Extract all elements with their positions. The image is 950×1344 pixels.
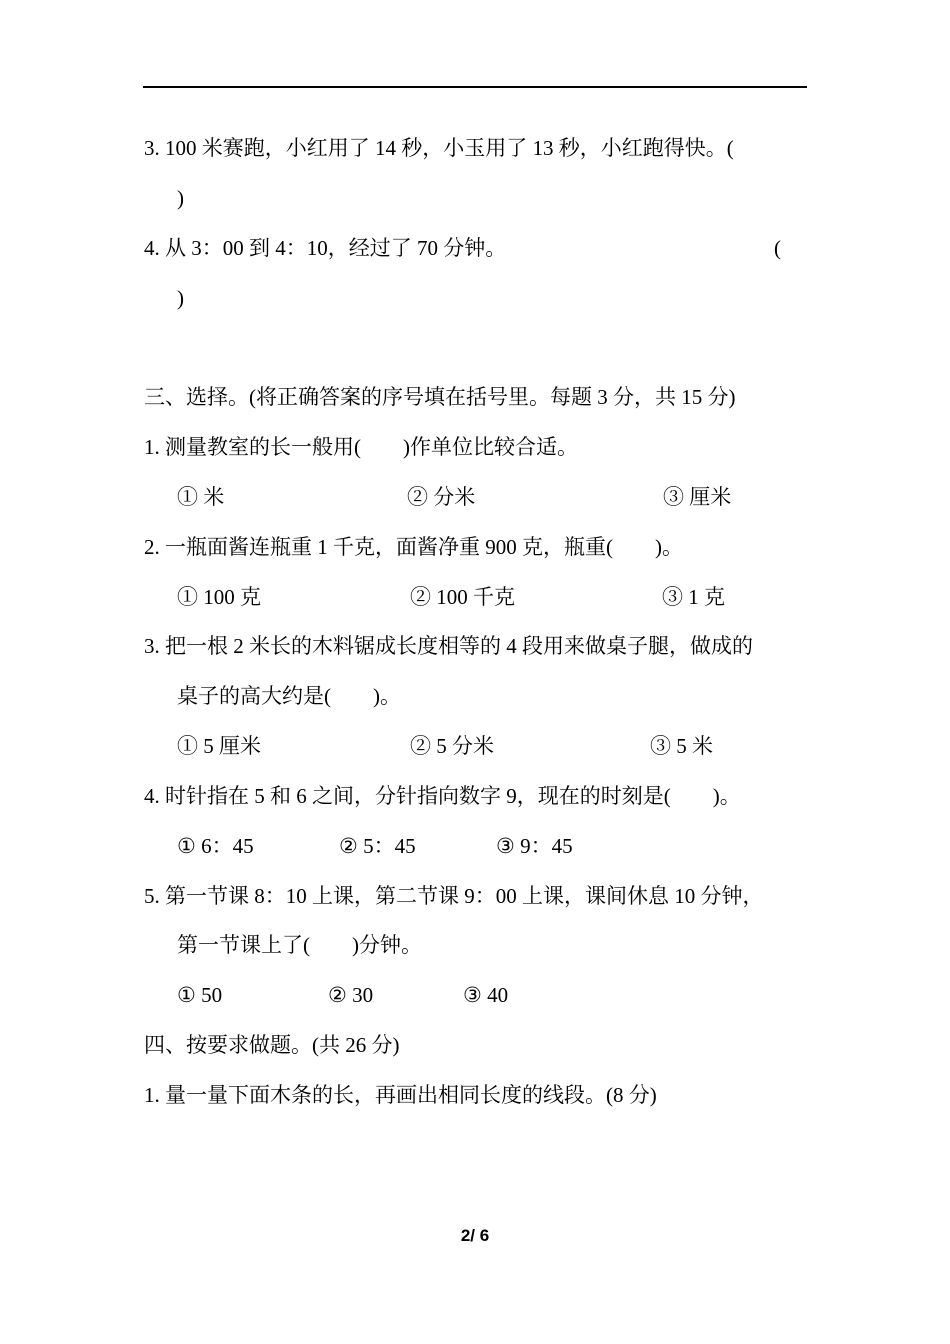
choice-q1-opt3: ③ 厘米 [663,485,732,509]
choice-q2-opt3: ③ 1 克 [662,585,725,609]
choice-q3-opt3: ③ 5 米 [650,734,713,758]
section3-title: 三、选择。(将正确答案的序号填在括号里。每题 3 分，共 15 分) [144,385,736,409]
judge-q4-open-paren: ( [774,236,781,260]
judge-q3: 3. 100 米赛跑，小红用了 14 秒，小玉用了 13 秒，小红跑得快。( [144,136,734,160]
choice-q5-opt3: ③ 40 [463,983,509,1007]
choice-q3-opt2: ② 5 分米 [410,734,494,758]
choice-q5-opt1: ① 50 [177,983,223,1007]
choice-q3-cont: 桌子的高大约是( )。 [177,684,401,708]
choice-q4-opt1: ① 6：45 [177,834,254,858]
choice-q5: 5. 第一节课 8：10 上课，第二节课 9：00 上课，课间休息 10 分钟， [144,884,764,908]
page-number: 2/ 6 [460,1226,490,1245]
choice-q4: 4. 时针指在 5 和 6 之间，分针指向数字 9，现在的时刻是( )。 [144,784,741,808]
choice-q4-opt2: ② 5：45 [339,834,416,858]
header-rule [143,86,807,88]
choice-q3: 3. 把一根 2 米长的木料锯成长度相等的 4 段用来做桌子腿，做成的 [144,634,753,658]
choice-q1-opt1: ① 米 [177,485,225,509]
choice-q3-opt1: ① 5 厘米 [177,734,261,758]
choice-q5-cont: 第一节课上了( )分钟。 [177,933,422,957]
section4-q1: 1. 量一量下面木条的长，再画出相同长度的线段。(8 分) [144,1083,657,1107]
section4-title: 四、按要求做题。(共 26 分) [144,1033,400,1057]
choice-q2: 2. 一瓶面酱连瓶重 1 千克，面酱净重 900 克，瓶重( )。 [144,535,683,559]
judge-q3-close-paren: ) [177,186,184,210]
choice-q2-opt1: ① 100 克 [177,585,261,609]
choice-q2-opt2: ② 100 千克 [410,585,515,609]
choice-q5-opt2: ② 30 [328,983,374,1007]
choice-q4-opt3: ③ 9：45 [496,834,573,858]
choice-q1-opt2: ② 分米 [407,485,476,509]
judge-q4-close-paren: ) [177,286,184,310]
judge-q4: 4. 从 3：00 到 4：10，经过了 70 分钟。 [144,236,507,260]
choice-q1: 1. 测量教室的长一般用( )作单位比较合适。 [144,435,578,459]
